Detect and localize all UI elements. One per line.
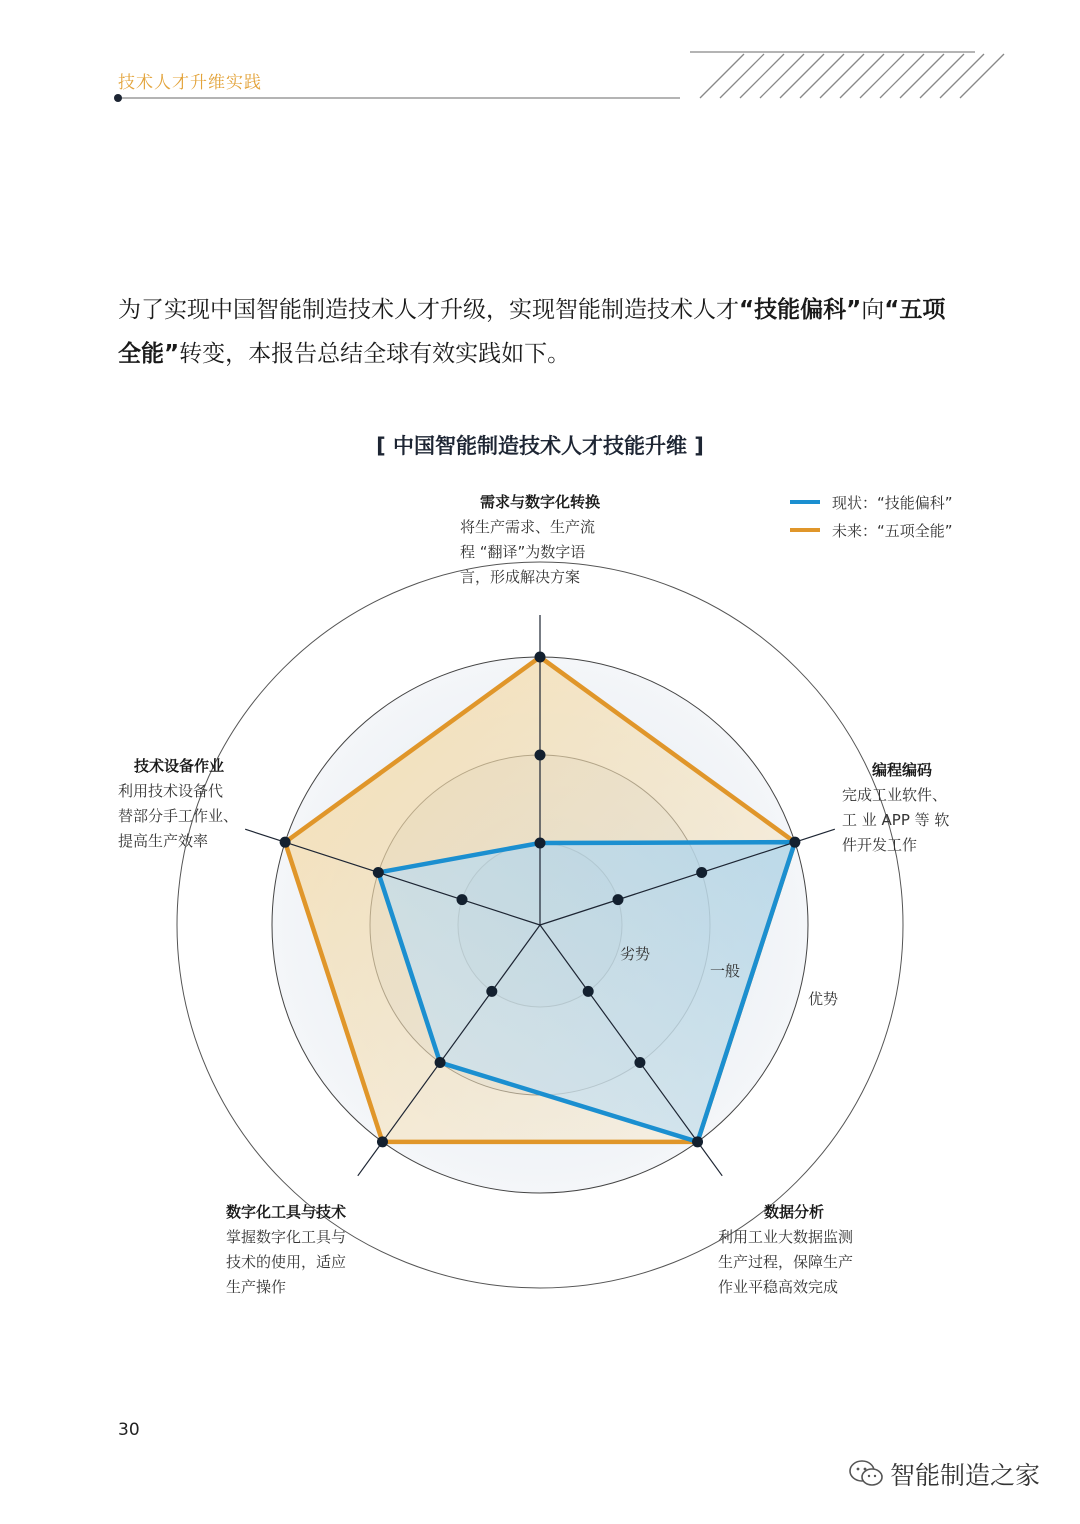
axis-0-level-3-dot: [535, 652, 546, 663]
axis-3-level-2-dot: [435, 1057, 446, 1068]
legend-label-future: 未来：“五项全能”: [832, 521, 953, 540]
axis-2-level-3-dot: [692, 1136, 703, 1147]
axis-3-level-1-dot: [486, 986, 497, 997]
watermark: [848, 1456, 1040, 1492]
legend-label-current: 现状：“技能偏科”: [832, 493, 953, 512]
axis-4-level-1-dot: [457, 894, 468, 905]
axis-1-level-2-dot: [696, 867, 707, 878]
axis-0-level-2-dot: [535, 750, 546, 761]
ring-label-average: 一般: [710, 962, 741, 980]
ring-label-weak: 劣势: [620, 945, 651, 963]
axis-2-level-2-dot: [634, 1057, 645, 1068]
axis-3-level-3-dot: [377, 1136, 388, 1147]
chart-title: [ 中国智能制造技术人才技能升维 ]: [376, 434, 704, 458]
axis-label-data-analysis: 数据分析 利用工业大数据监测 生产过程，保障生产 作业平稳高效完成: [718, 1203, 854, 1296]
legend-item-current: [790, 488, 953, 516]
legend-swatch-future: [790, 528, 820, 532]
axis-label-programming: 编程编码 完成工业软件、 工 业 APP 等 软 件开发工作: [842, 761, 950, 854]
page-number: 30: [118, 1420, 140, 1440]
axis-label-digital-tools: 数字化工具与技术 掌握数字化工具与 技术的使用，适应 生产操作: [226, 1203, 347, 1296]
axis-4-level-2-dot: [373, 867, 384, 878]
axis-1-level-1-dot: [612, 894, 623, 905]
axis-label-demand-digitization: 需求与数字化转换 将生产需求、生产流 程 “翻译”为数字语 言，形成解决方案: [460, 493, 600, 586]
intro-emphasis-1: “技能偏科”: [739, 297, 862, 323]
axis-0-level-1-dot: [535, 838, 546, 849]
legend-swatch-current: [790, 500, 820, 504]
intro-paragraph: 为了实现中国智能制造技术人才升级，实现智能制造技术人才“技能偏科”向“五项全能”转变，本报告总结全球有效实践如下。: [118, 297, 946, 367]
intro-emphasis-2: “五项全能”: [118, 297, 946, 367]
wechat-icon: [848, 1459, 884, 1489]
axis-1-level-3-dot: [789, 837, 800, 848]
axis-label-equipment-operation: 技术设备作业 利用技术设备代 替部分手工作业、 提高生产效率: [118, 757, 239, 850]
axis-4-level-3-dot: [280, 837, 291, 848]
ring-label-advantage: 优势: [808, 990, 839, 1008]
chart-legend: [790, 488, 953, 544]
legend-item-future: [790, 516, 953, 544]
axis-2-level-1-dot: [583, 986, 594, 997]
watermark-text: 智能制造之家: [890, 1461, 1041, 1490]
header-title: 技术人才升维实践: [118, 73, 262, 93]
